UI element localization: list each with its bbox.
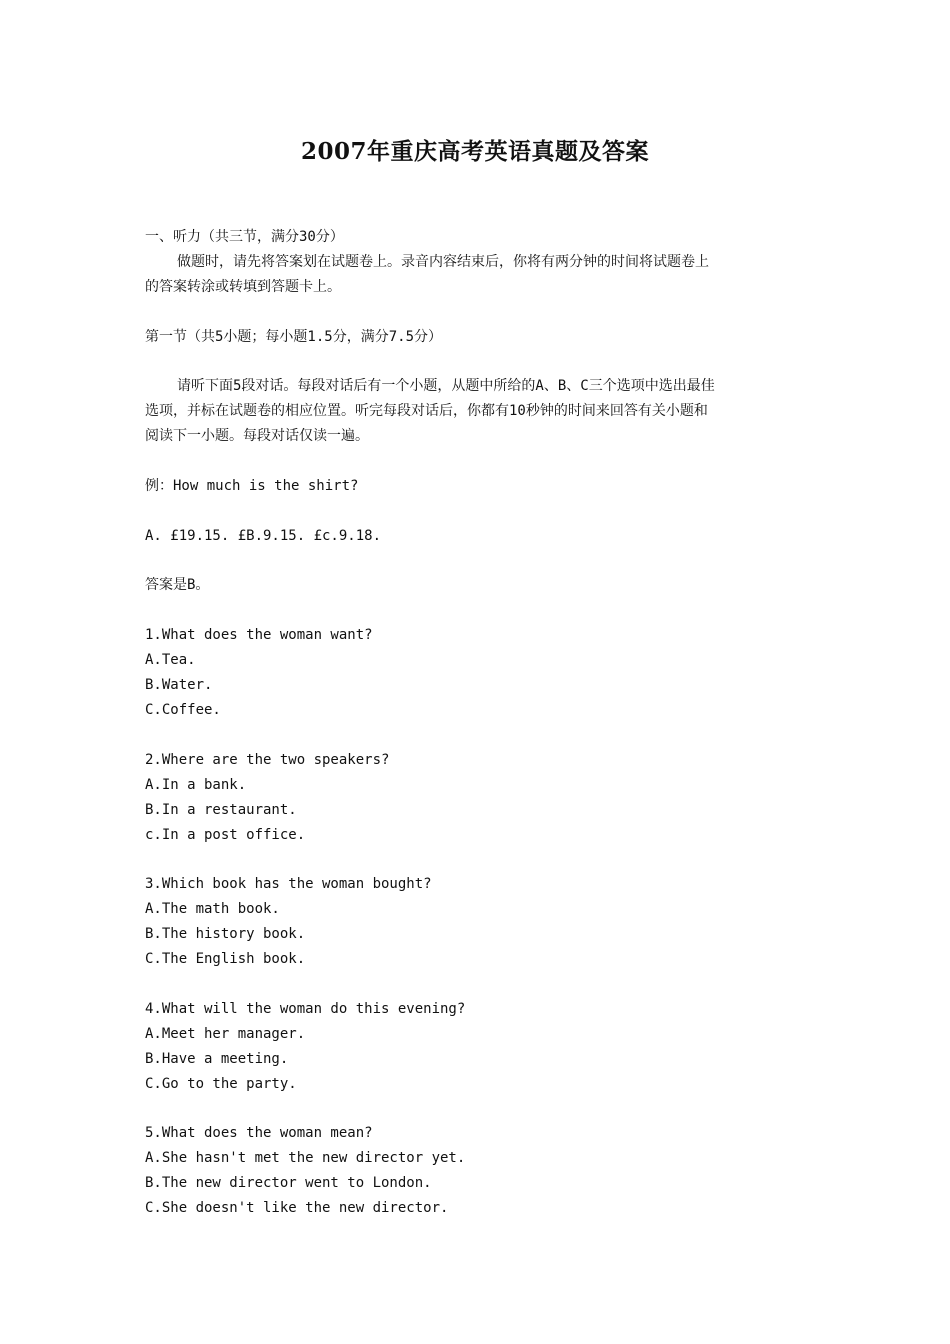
- question-2-option-a: A.In a bank.: [145, 777, 247, 793]
- question-4: 4.What will the woman do this evening?: [145, 1001, 466, 1017]
- question-1-option-c: C.Coffee.: [145, 702, 221, 718]
- question-1-option-a: A.Tea.: [145, 652, 196, 668]
- part-instruction-line-3: 阅读下一小题。每段对话仅读一遍。: [145, 428, 369, 444]
- question-4-option-c: C.Go to the party.: [145, 1076, 297, 1092]
- part-instruction-line-1: 请听下面5段对话。每段对话后有一个小题，从题中所给的A、B、C三个选项中选出最佳: [177, 378, 715, 394]
- instruction-line-1: 做题时，请先将答案划在试题卷上。录音内容结束后，你将有两分钟的时间将试题卷上: [177, 254, 709, 270]
- question-3: 3.Which book has the woman bought?: [145, 876, 432, 892]
- part-heading: 第一节（共5小题；每小题1.5分，满分7.5分）: [145, 329, 442, 345]
- question-3-option-b: B.The history book.: [145, 926, 306, 942]
- example-options: A. £19.15. £B.9.15. £c.9.18.: [145, 528, 382, 544]
- question-5-option-c: C.She doesn't like the new director.: [145, 1200, 449, 1216]
- question-3-option-a: A.The math book.: [145, 901, 280, 917]
- section-heading: 一、听力（共三节，满分30分）: [145, 229, 344, 245]
- question-2-option-b: B.In a restaurant.: [145, 802, 297, 818]
- part-instruction-line-2: 选项，并标在试题卷的相应位置。听完每段对话后，你都有10秒钟的时间来回答有关小题和: [145, 403, 708, 419]
- question-5: 5.What does the woman mean?: [145, 1125, 373, 1141]
- instruction-line-2: 的答案转涂或转填到答题卡上。: [145, 279, 341, 295]
- question-1: 1.What does the woman want?: [145, 627, 373, 643]
- question-2-option-c: c.In a post office.: [145, 827, 306, 843]
- example-answer: 答案是B。: [145, 577, 210, 593]
- question-3-option-c: C.The English book.: [145, 951, 306, 967]
- question-2: 2.Where are the two speakers?: [145, 752, 390, 768]
- example-question: 例：How much is the shirt?: [145, 478, 359, 494]
- document-title: 2007年重庆高考英语真题及答案: [300, 138, 649, 165]
- question-5-option-a: A.She hasn't met the new director yet.: [145, 1150, 466, 1166]
- question-4-option-a: A.Meet her manager.: [145, 1026, 306, 1042]
- question-5-option-b: B.The new director went to London.: [145, 1175, 432, 1191]
- question-4-option-b: B.Have a meeting.: [145, 1051, 289, 1067]
- question-1-option-b: B.Water.: [145, 677, 213, 693]
